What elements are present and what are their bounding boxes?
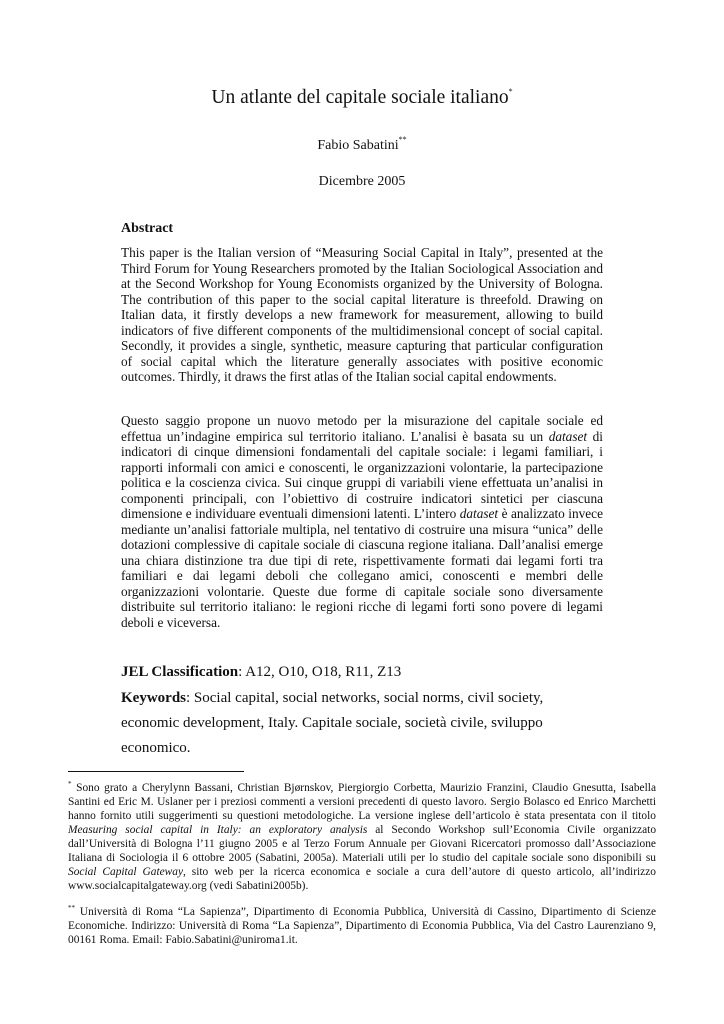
keywords-label: Keywords [121, 690, 186, 706]
abstract-heading: Abstract [121, 221, 174, 236]
jel-separator: : [238, 664, 246, 680]
abstract-english-paragraph: This paper is the Italian version of “Measuring Social Capital in Italy”, presented at the Third Forum for Young Researchers promoted by the Italian Sociological Association and at the Second Workshop for Young Economists organized by the University of Bologna. The contribution of this paper to the social capital literature is threefold. Drawing on Italian data, it firstly develops a new framework for measurement, allowing to build indicators of five different components of the multidimensional concept of social capital. Secondly, it provides a single, synthetic, measure capturing that particular configuration of social capital which the literature generally associates with positive economic outcomes. Thirdly, it draws the first atlas of the Italian social capital endowments. [121, 245, 603, 384]
footnote-separator-rule [68, 771, 244, 772]
author-name: Fabio Sabatini [317, 138, 399, 153]
abstract-italian-text-1: Questo saggio propone un nuovo metodo per la misurazione del capitale sociale ed effettua un’indagine empirica sul territorio italiano. L’analisi è basata su un [121, 413, 603, 444]
author-footnote-mark: ** [398, 135, 407, 144]
footnote-1-text-1: Sono grato a Cherylynn Bassani, Christian Bjørnskov, Piergiorgio Corbetta, Maurizio Franzini, Claudio Gnesutta, Isabella Santini ed Eric M. Uslaner per i preziosi commenti a versioni precedenti di questo lavoro. Sergio Bolasco ed Enrico Marchetti hanno fornito utili suggerimenti su questioni metodologiche. La versione inglese dell’articolo è stata presentata con il titolo [68, 782, 656, 822]
footnote-1-paper-title: Measuring social capital in Italy: an exploratory analysis [68, 824, 368, 836]
jel-classification [121, 662, 401, 682]
keywords-text: Social capital, social networks, social norms, civil society, economic development, Italy. Capitale sociale, società civile, sviluppo economico. [121, 690, 544, 756]
abstract-italian-paragraph [121, 413, 603, 630]
footnote-2-mark: ** [68, 904, 75, 912]
title-footnote-mark: * [508, 87, 513, 96]
abstract-italian-dataset-term-1: dataset [548, 428, 588, 444]
footnote-1-text-2: al Secondo Workshop sull’Economia Civile organizzato dall’Università di Bologna l’11 giugno 2005 e al Terzo Forum Annuale per Giovani Ricercatori promosso dall’Associazione Italiana di Sociologia il 6 ottobre 2005 (Sabatini, 2005a). Materiali utili per lo studio del capitale sociale sono disponibili su [68, 824, 657, 864]
jel-label: JEL Classification [121, 664, 239, 680]
paper-title [0, 86, 724, 110]
author-line [0, 137, 724, 155]
footnote-1-mark: * [68, 780, 72, 788]
abstract-italian-dataset-term-2: dataset [459, 506, 499, 521]
jel-codes: A12, O10, O18, R11, Z13 [245, 664, 402, 680]
footnote-1 [68, 781, 656, 893]
footnote-1-website-name: Social Capital Gateway [68, 866, 184, 878]
publication-date: Dicembre 2005 [318, 174, 406, 189]
abstract-italian-text-2: di indicatori di cinque dimensioni fondamentali del capitale sociale: i legami familiari, i rapporti informali con amici e conoscenti, le organizzazioni volontarie, la partecipazione politica e la coscienza civica. Sui cinque gruppi di variabili viene effettuata un’analisi in componenti principali, con l’obiettivo di costruire indicatori sintetici per ciascuna dimensione e individuare eventuali dimensioni latenti. L’intero [121, 428, 604, 521]
footnote-2 [68, 905, 656, 947]
keywords [121, 686, 605, 761]
footnote-2-text: Università di Roma “La Sapienza”, Dipartimento di Economia Pubblica, Università di Cassino, Dipartimento di Scienze Economiche. Indirizzo: Università di Roma “La Sapienza”, Dipartimento di Economia Pubblica, Via del Castro Laurenziano 9, 00161 Roma. Email: Fabio.Sabatini@uniroma1.it. [68, 906, 656, 946]
paper-title-text: Un atlante del capitale sociale italiano [211, 87, 509, 108]
abstract-italian-text-3: è analizzato invece mediante un’analisi fattoriale multipla, nel tentativo di costruire una misura “unica” delle dotazioni complessive di capitale sociale di ciascuna regione italiana. Dall’analisi emerge una chiara distinzione tra due tipi di rete, rispettivamente formati dai legami forti tra familiari e dai legami deboli che collegano amici, conoscenti e membri delle organizzazioni volontarie. Queste due forme di capitale sociale sono diversamente distribuite sul territorio italiano: le regioni ricche di legami forti sono povere di legami deboli e viceversa. [121, 506, 603, 630]
keywords-separator: : [186, 690, 194, 706]
footnote-1-text-3: , sito web per la ricerca economica e sociale a cura dell’autore di questo articolo, all’indirizzo www.socialcapitalgateway.org (vedi Sabatini2005b). [68, 866, 656, 892]
